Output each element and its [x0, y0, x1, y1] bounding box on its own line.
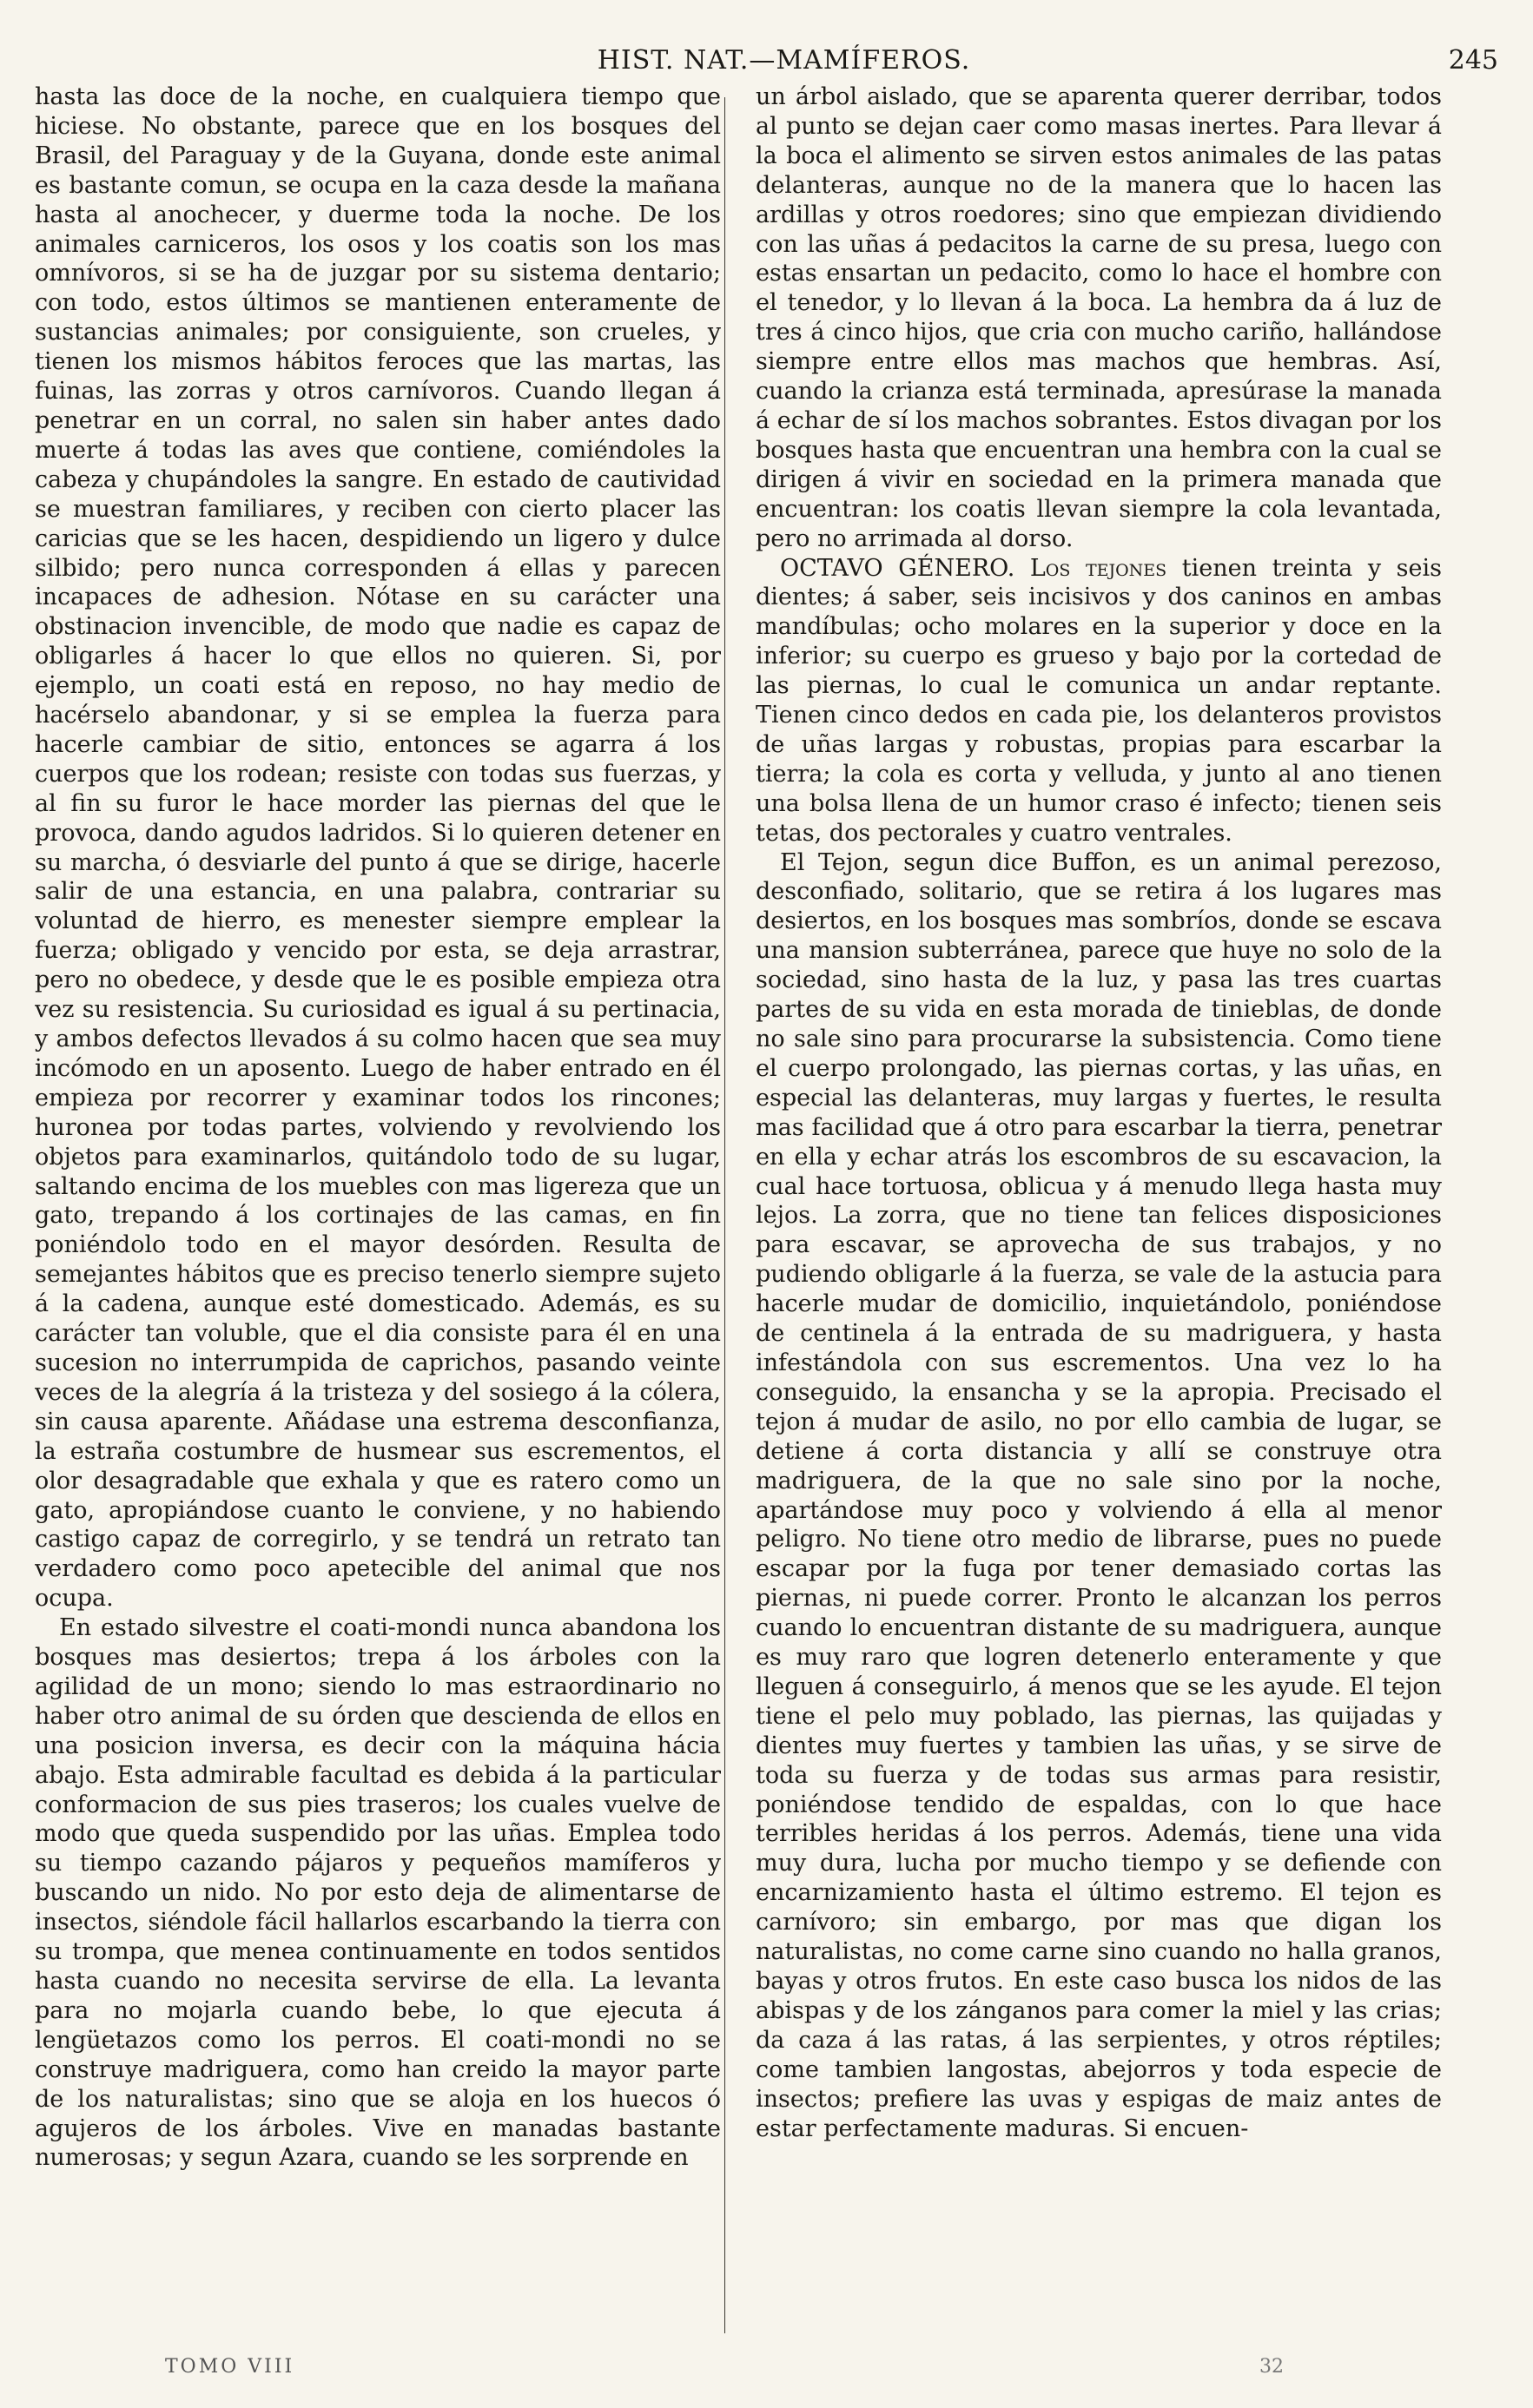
running-title: HIST. NAT.—MAMÍFEROS.: [597, 45, 971, 76]
sheet-number: 32: [1259, 2356, 1284, 2378]
paragraph-coati-feeding: un árbol aislado, que se aparenta querer derribar, todos al punto se dejan caer como masas inertes. Para llevar á la boca el alimento se sirven estos animales de las patas delanteras, aunque no de la manera que lo hacen las ardillas y otros roedores; sino que empiezan dividiendo con las uñas á pedacitos la carne de su presa, luego con estas ensartan un pedacito, como lo hace el hombre con el tenedor, y lo llevan á la boca. La hembra da á luz de tres á cinco hijos, que cria con mucho cariño, hallándose siempre entre ellos mas machos que hembras. Así, cuando la crianza está terminada, apresúrase la manada á echar de sí los machos sobrantes. Estos divagan por los bosques hasta que encuentran una hembra con la cual se dirigen á vivir en sociedad en la primera manada que encuentran: los coatis llevan siempre la cola levantada, pero no arrimada al dorso.: [756, 83, 1442, 552]
right-column: [756, 82, 1442, 2332]
paragraph-octavo-genero: [756, 554, 1442, 848]
paragraph-coati-habits: hasta las doce de la noche, en cualquiera tiempo que hiciese. No obstante, parece que en los bosques del Brasil, del Paraguay y de la Guyana, donde este animal es bastante comun, se ocupa en la caza desde la mañana hasta al anochecer, y duerme toda la noche. De los animales carniceros, los osos y los coatis son los mas omnívoros, si se ha de juzgar por su sistema dentario; con todo, estos últimos se mantienen enteramente de sustancias animales; por consiguiente, son crueles, y tienen los mismos hábitos feroces que las martas, las fuinas, las zorras y otros carnívoros. Cuando llegan á penetrar en un corral, no salen sin haber antes dado muerte á todas las aves que contiene, comiéndoles la cabeza y chupándoles la sangre. En estado de cautividad se muestran familiares, y reciben con cierto placer las caricias que se les hacen, despidiendo un ligero y dulce silbido; pero nunca corresponden á ellas y parecen incapaces de adhesion. Nótase en su carácter una obstinacion invencible, de modo que nadie es capaz de obligarles á hacer lo que ellos no quieren. Si, por ejemplo, un coati está en reposo, no hay medio de hacérselo abandonar, y si se emplea la fuerza para hacerle cambiar de sitio, entonces se agarra á los cuerpos que los rodean; resiste con todas sus fuerzas, y al fin su furor le hace morder las piernas del que le provoca, dando agudos ladridos. Si lo quieren detener en su marcha, ó desviarle del punto á que se dirige, hacerle salir de una estancia, en una palabra, contrariar su voluntad de hierro, es menester siempre emplear la fuerza; obligado y vencido por esta, se deja arrastrar, pero no obedece, y desde que le es posible empieza otra vez su resistencia. Su curiosidad es igual á su pertinacia, y ambos defectos llevados á su colmo hacen que sea muy incómodo en un aposento. Luego de haber entrado en él empieza por recorrer y examinar todos los rincones; huronea por todas partes, volviendo y revolviendo los objetos para examinarlos, quitándolo todo de su lugar, saltando encima de los muebles con mas ligereza que un gato, trepando á los cortinajes de las camas, en fin poniéndolo todo en el mayor desórden. Resulta de semejantes hábitos que es preciso tenerlo siempre sujeto á la cadena, aunque esté domesticado. Además, es su carácter tan voluble, que el dia consiste para él en una sucesion no interrumpida de caprichos, pasando veinte veces de la alegría á la tristeza y del sosiego á la cólera, sin causa aparente. Añádase una estrema desconfianza, la estraña costumbre de husmear sus escrementos, el olor desagradable que exhala y que es ratero como un gato, apropiándose cuanto le conviene, y no habiendo castigo capaz de corregirlo, y se tendrá un retrato tan verdadero como poco apetecible del animal que nos ocupa.: [35, 83, 721, 1613]
column-divider: [724, 97, 725, 2333]
paragraph-coati-wild: En estado silvestre el coati-mondi nunca abandona los bosques mas desiertos; trepa á los árboles con la agilidad de un mono; siendo lo mas estraordinario no haber otro animal de su órden que descienda de ellos en una posicion inversa, es decir con la máquina hácia abajo. Esta admirable facultad es debida á la particular conformacion de sus pies traseros; los cuales vuelve de modo que queda suspendido por las uñas. Emplea todo su tiempo cazando pájaros y pequeños mamíferos y buscando un nido. No por esto deja de alimentarse de insectos, siéndole fácil hallarlos escarbando la tierra con su trompa, que menea continuamente en todos sentidos hasta cuando no necesita servirse de ella. La levanta para no mojarla cuando bebe, lo que ejecuta á lengüetazos como los perros. El coati-mondi no se construye madriguera, como han creido la mayor parte de los naturalistas; sino que se aloja en los huecos ó agujeros de los árboles. Vive en manadas bastante numerosas; y segun Azara, cuando se les sorprende en: [35, 1614, 721, 2172]
paragraph-tejon-buffon: El Tejon, segun dice Buffon, es un animal perezoso, desconfiado, solitario, que se retira á los lugares mas desiertos, en los bosques mas sombríos, donde se escava una mansion subterránea, parece que huye no solo de la sociedad, sino hasta de la luz, y pasa las tres cuartas partes de su vida en esta morada de tinieblas, de donde no sale sino para procurarse la subsistencia. Como tiene el cuerpo prolongado, las piernas cortas, y las uñas, en especial las delanteras, muy largas y fuertes, le resulta mas facilidad que á otro para escarbar la tierra, penetrar en ella y echar atrás los escombros de su escavacion, la cual hace tortuosa, oblicua y á menudo llega hasta muy lejos. La zorra, que no tiene tan felices disposiciones para escavar, se aprovecha de sus trabajos, y no pudiendo obligarle á la fuerza, se vale de la astucia para hacerle mudar de domicilio, inquietándolo, poniéndose de centinela á la entrada de su madriguera, y hasta infestándola con sus escrementos. Una vez lo ha conseguido, la ensancha y se la apropia. Precisado el tejon á mudar de asilo, no por ello cambia de lugar, se detiene á corta distancia y allí se construye otra madriguera, de la que no sale sino por la noche, apartándose muy poco y volviendo á ella al menor peligro. No tiene otro medio de librarse, pues no puede escapar por la fuga por tener demasiado cortas las piernas, ni puede correr. Pronto le alcanzan los perros cuando lo encuentran distante de su madriguera, aunque es muy raro que logren detenerlo enteramente y que lleguen á conseguirlo, á menos que se les ayude. El tejon tiene el pelo muy poblado, las piernas, las quijadas y dientes muy fuertes y tambien las uñas, y se sirve de toda su fuerza y de todas sus armas para resistir, poniéndose tendido de espaldas, con lo que hace terribles heridas á los perros. Además, tiene una vida muy dura, lucha por mucho tiempo y se defiende con encarnizamiento hasta el último estremo. El tejon es carnívoro; sin embargo, por mas que digan los naturalistas, no come carne sino cuando no halla granos, bayas y otros frutos. En este caso busca los nidos de las abispas y de los zánganos para comer la miel y las crias; da caza á las ratas, á las serpientes, y otros réptiles; come tambien langostas, abejorros y toda especie de insectos; prefiere las uvas y espigas de maiz antes de estar perfectamente maduras. Si encuen-: [756, 848, 1442, 2142]
page-number: 245: [1448, 45, 1498, 76]
genus-term: Los tejones: [1029, 554, 1167, 582]
genus-heading: OCTAVO GÉNERO.: [780, 554, 1015, 582]
volume-signature: TOMO VIII: [165, 2356, 295, 2378]
left-column: [35, 82, 721, 2332]
genus-description: tienen treinta y seis dientes; á saber, seis incisivos y dos caninos en ambas mandíbulas; ocho molares en la superior y doce en la inferior; su cuerpo es grueso y bajo por la cortedad de las piernas, lo cual le comunica un andar reptante. Tienen cinco dedos en cada pie, los delanteros provistos de uñas largas y robustas, propias para escarbar la tierra; la cola es corta y velluda, y junto al ano tienen una bolsa llena de un humor craso é infecto; tienen seis tetas, dos pectorales y cuatro ventrales.: [756, 554, 1442, 847]
